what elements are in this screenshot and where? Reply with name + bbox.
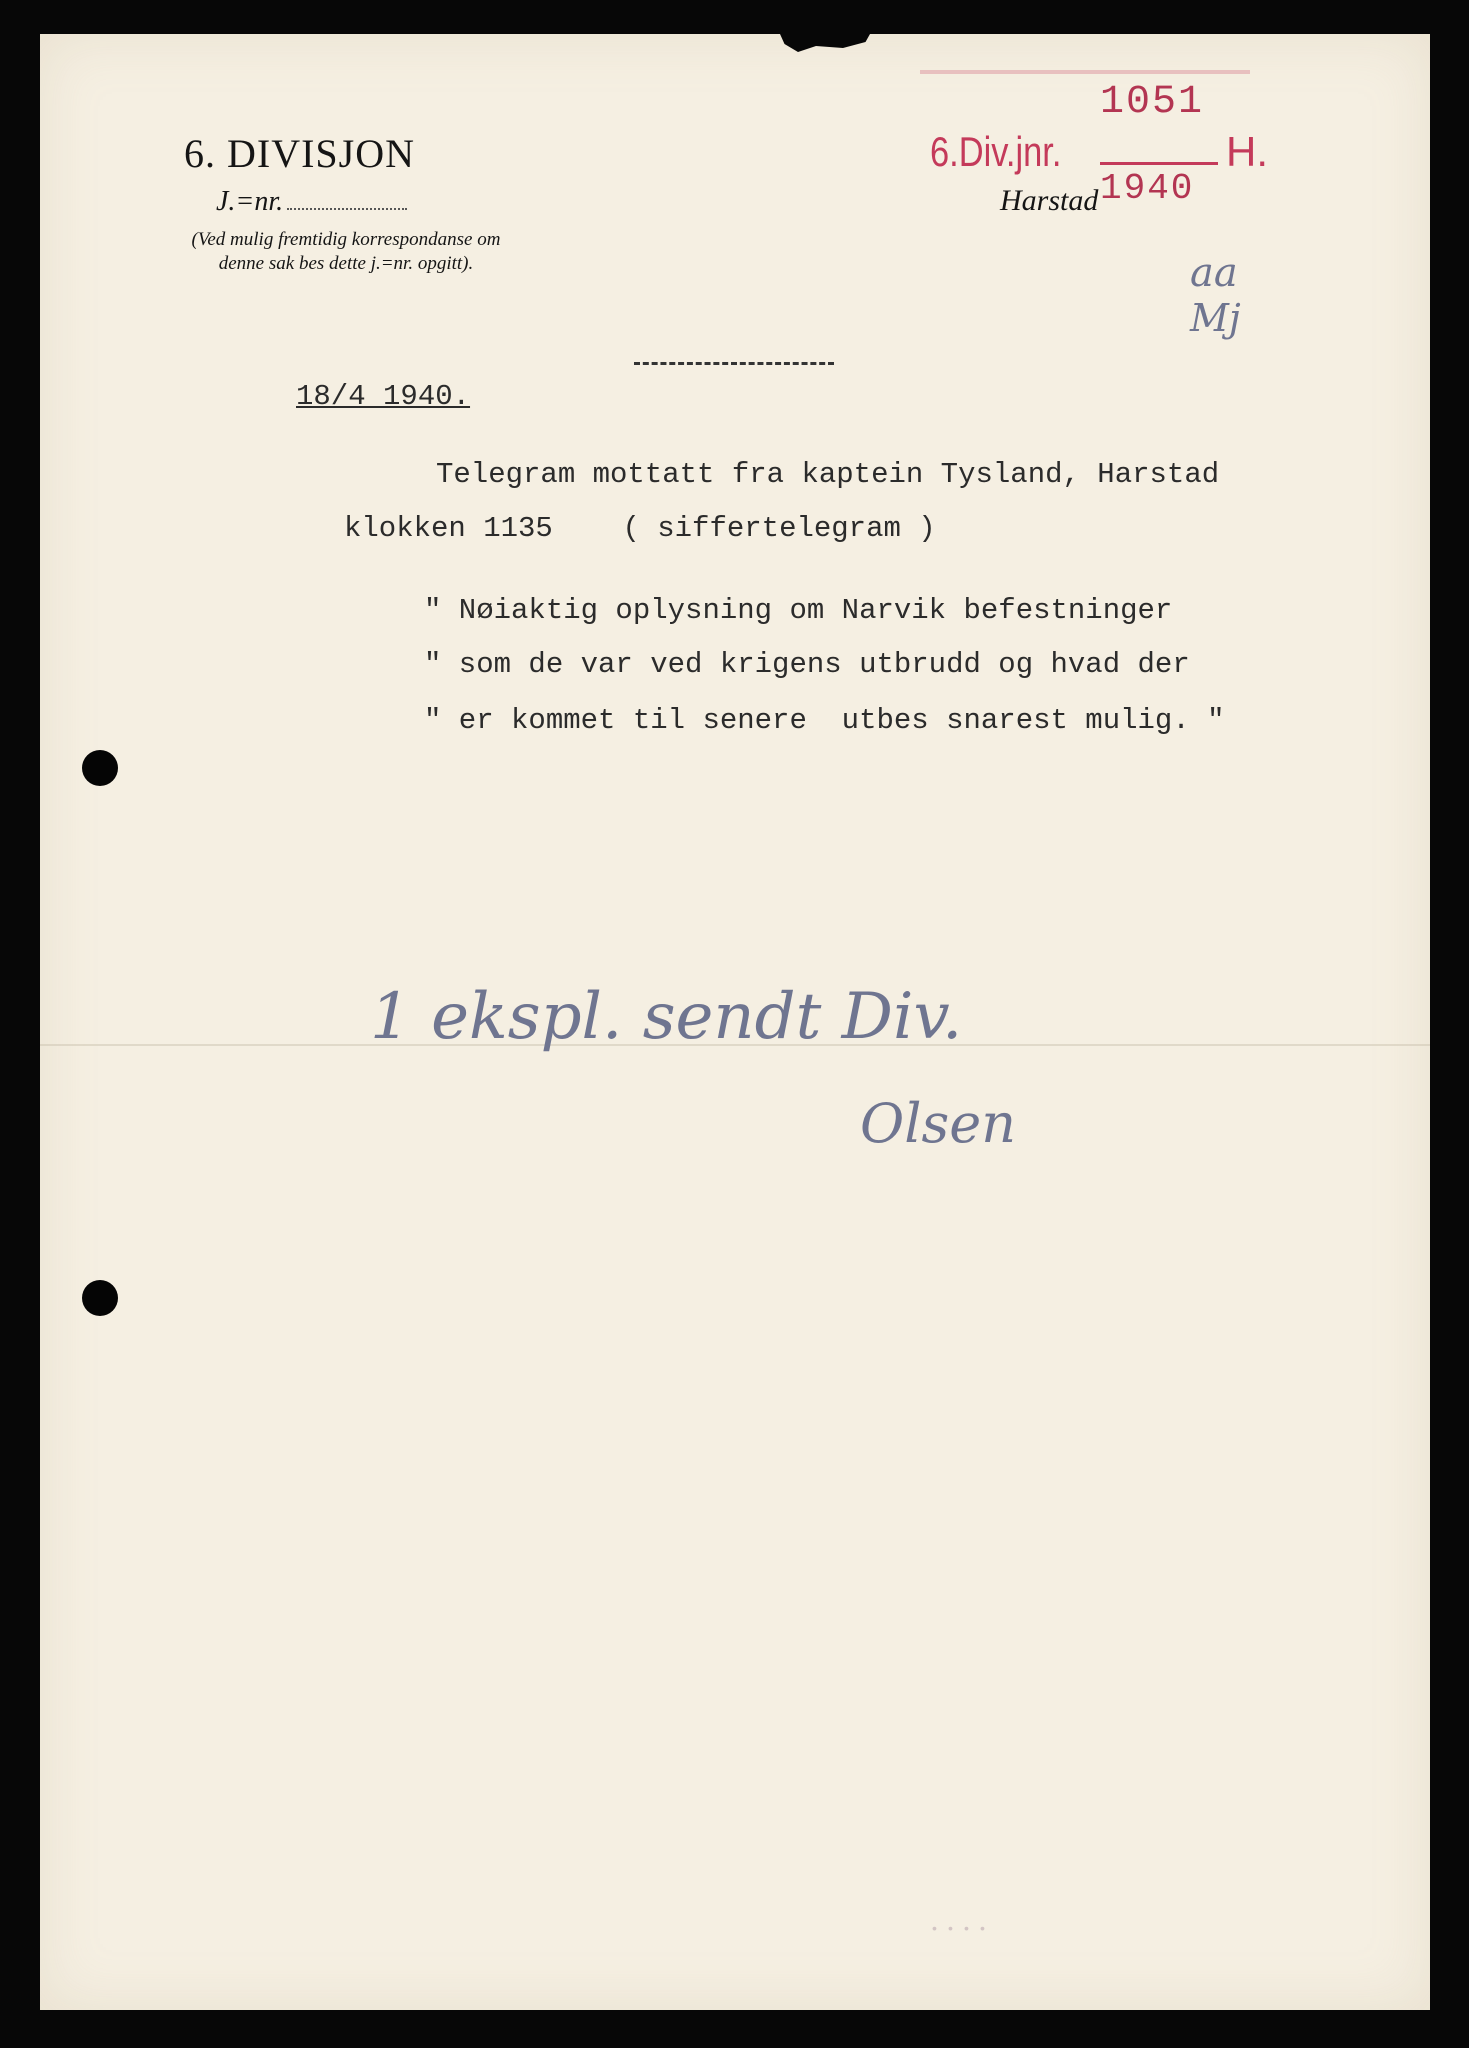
quote-line-1: " Nøiaktig oplysning om Narvik befestninger — [424, 594, 1173, 627]
stamp-number-bottom: 1940 — [1100, 168, 1195, 209]
handwritten-initials-2: Mj — [1190, 296, 1241, 340]
handwritten-note: 1 ekspl. sendt Div. — [370, 980, 963, 1054]
punch-hole-upper — [82, 750, 118, 786]
stamp-faint-mark — [920, 70, 1250, 74]
place-name: Harstad — [1000, 184, 1099, 217]
correspondence-note-line2: denne sak bes dette j.=nr. opgitt). — [218, 253, 474, 274]
quote-line-2: " som de var ved krigens utbrudd og hvad der — [424, 648, 1190, 681]
document-page — [40, 34, 1430, 2010]
punch-hole-lower — [82, 1280, 118, 1316]
stamp-fraction-line — [1100, 162, 1218, 165]
quote-line-3: " er kommet til senere utbes snarest mulig. " — [424, 704, 1225, 737]
body-line-1: Telegram mottatt fra kaptein Tysland, Harstad — [436, 458, 1220, 491]
journal-number-text: J.=nr. — [216, 186, 284, 217]
stamp-number-top: 1051 — [1100, 80, 1205, 125]
handwritten-initials-1: aa — [1190, 250, 1238, 296]
dashed-divider — [634, 362, 834, 365]
letterhead-title: 6. DIVISJON — [184, 131, 415, 176]
correspondence-note — [126, 228, 566, 276]
stamp-prefix: 6.Div.jnr. — [930, 128, 1062, 175]
journal-number-label — [216, 186, 407, 218]
torn-edge — [780, 34, 870, 54]
document-date: 18/4 1940. — [296, 380, 471, 413]
body-line-2: klokken 1135 ( siffertelegram ) — [344, 512, 936, 545]
correspondence-note-line1: (Ved mulig fremtidig korrespondanse om — [191, 229, 501, 250]
stamp-suffix: H. — [1226, 128, 1268, 175]
handwritten-signature: Olsen — [860, 1092, 1016, 1155]
faint-stamp-bottom: · · · · — [930, 1910, 986, 1946]
journal-number-blank — [287, 208, 407, 210]
